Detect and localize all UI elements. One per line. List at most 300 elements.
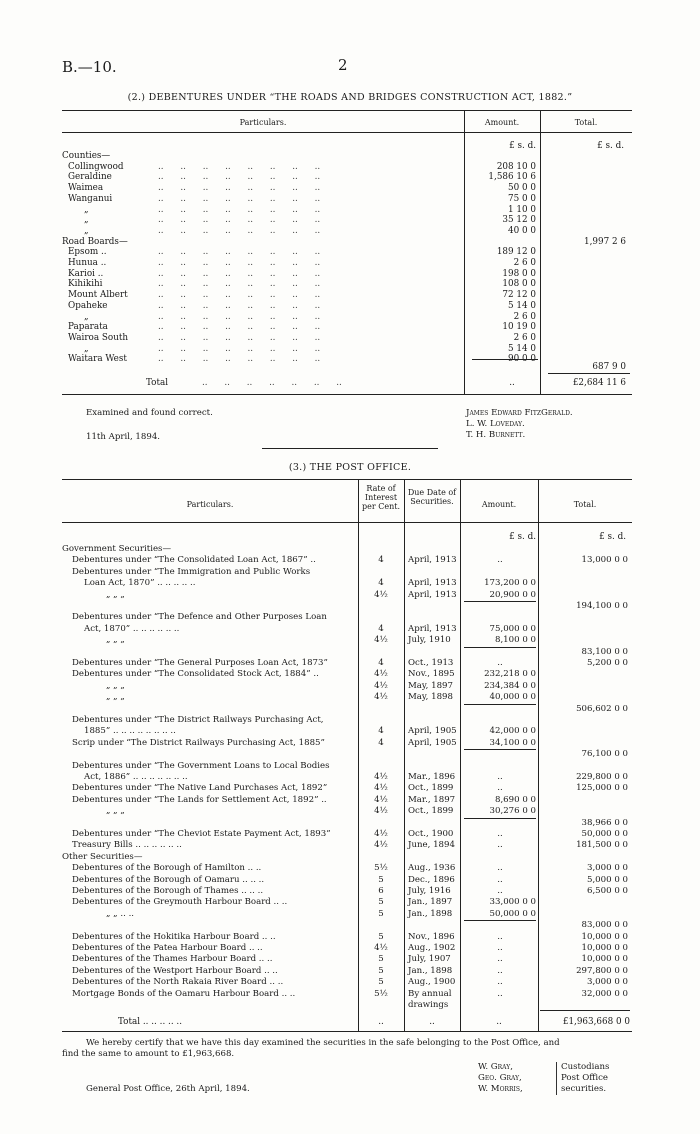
s2-row-leader-dots: .. .. .. .. .. .. .. .. — [158, 215, 321, 226]
s3-row-amount: .. — [497, 555, 503, 566]
s3-certify: We hereby certify that we have this day examined the securities in the safe belonging to the Post Office, and — [86, 1038, 560, 1048]
s3-row-amount: .. — [497, 658, 503, 668]
s2-vr2b — [540, 132, 541, 394]
s3-row-due: Nov., 1895 — [408, 669, 455, 680]
s3-subtotal-rule — [464, 818, 536, 819]
s3-row — [62, 704, 632, 714]
s2-row — [62, 194, 632, 204]
s3-row-amount: .. — [497, 772, 503, 782]
s3-row-due: April, 1905 — [408, 737, 457, 748]
s3-row-due: July, 1907 — [408, 954, 451, 965]
s3-row-label: Debentures of the Hokitika Harbour Board .. .. — [72, 931, 276, 942]
s2-row — [62, 183, 632, 193]
s2-row-total: 1,997 2 6 — [584, 236, 626, 247]
s3-row-due: Oct., 1900 — [408, 829, 454, 839]
s3-row-label: Debentures under “The Lands for Settlement Act, 1892” .. — [72, 794, 327, 805]
s3-row-rate: 4 — [378, 658, 384, 668]
s2-row — [62, 333, 632, 343]
s2-amount-rule — [472, 359, 538, 360]
s3-row — [62, 863, 632, 873]
s3-row-total: 506,602 0 0 — [576, 703, 628, 714]
s3-row — [62, 624, 632, 634]
s3-subtotal-rule — [464, 920, 536, 921]
s3-row-rate: 4 — [378, 726, 384, 737]
s3-row-label: Debentures under “The Defence and Other Purposes Loan — [72, 612, 327, 623]
s3-row-due: Oct., 1899 — [408, 806, 454, 817]
s3-row-amount: 50,000 0 0 — [489, 908, 536, 919]
s2-row — [62, 247, 632, 257]
s2-row-leader-dots: .. .. .. .. .. .. .. .. — [158, 311, 321, 322]
s2-row — [62, 344, 632, 354]
s3-row-label: Government Securities— — [62, 544, 172, 554]
s2-row — [62, 312, 632, 322]
s2-row-amount: 10 19 0 — [502, 322, 536, 333]
s3-row — [62, 840, 632, 850]
s3-row-label: „ „ „ — [106, 635, 125, 646]
s3-row-amount: 40,000 0 0 — [489, 692, 536, 703]
s2-row-amount: 90 0 0 — [508, 354, 536, 365]
s3-row — [62, 578, 632, 588]
s3-col-particulars: Particulars. — [186, 500, 234, 509]
s3-row — [62, 681, 632, 691]
s3-row-rate: 4½ — [374, 794, 388, 805]
s3-row-rate: 4½ — [374, 806, 388, 817]
s3-row — [62, 977, 632, 987]
s2-divider — [262, 448, 438, 449]
s3-row-due: Mar., 1897 — [408, 794, 456, 805]
s3-total-due: .. — [429, 1017, 435, 1027]
s3-row — [62, 932, 632, 942]
s3-row-total: 5,200 0 0 — [586, 658, 628, 668]
s3-row-label: Debentures under “The Consolidated Loan Act, 1867” .. — [72, 555, 316, 566]
s3-row-due: April, 1905 — [408, 726, 457, 737]
s3-row-label: Debentures of the Thames Harbour Board .. .. — [72, 954, 273, 965]
s3-role-1: Custodians — [561, 1062, 610, 1072]
s3-col-total: Total. — [573, 500, 597, 509]
s3-row-total: 3,000 0 0 — [586, 977, 628, 988]
s3-row-rate: 5 — [378, 897, 384, 908]
s3-row-amount: 234,384 0 0 — [484, 680, 536, 691]
s2-row-label: Karioi .. — [68, 268, 104, 279]
s3-row — [62, 806, 632, 816]
s3-row-due: April, 1913 — [408, 589, 457, 600]
s3-row-label: Debentures of the North Rakaia River Board .. .. — [72, 977, 284, 988]
s2-row-leader-dots: .. .. .. .. .. .. .. .. — [158, 258, 321, 268]
s3-row — [62, 943, 632, 953]
s3-row-rate: 4½ — [374, 829, 388, 839]
s3-row-due: May, 1897 — [408, 680, 453, 691]
s3-row-total: 32,000 0 0 — [581, 988, 628, 999]
s2-row-amount: 208 10 0 — [496, 161, 536, 172]
s3-row-amount: .. — [497, 931, 503, 942]
s3-subtotal-rule — [464, 601, 536, 602]
s3-row — [62, 886, 632, 896]
s3-subtotal-rule — [464, 647, 536, 648]
s3-row-rate: 4½ — [374, 680, 388, 691]
s3-role-2: Post Office — [561, 1073, 609, 1083]
s2-row-leader-dots: .. .. .. .. .. .. .. .. — [158, 193, 321, 204]
s3-row-rate: 4½ — [374, 943, 388, 953]
s3-row-due: June, 1894 — [408, 840, 455, 851]
s3-row-rate: 5 — [378, 908, 384, 919]
s2-row-label: Geraldine — [68, 172, 112, 183]
s2-row — [62, 205, 632, 215]
s3-row-label: Debentures of the Borough of Hamilton .. .. — [72, 863, 262, 874]
s2-row — [62, 258, 632, 268]
s3-row-rate: 5 — [378, 931, 384, 942]
s3-total-rate: .. — [378, 1017, 384, 1027]
s3-row-label: Debentures under “The Cheviot Estate Payment Act, 1893” — [72, 829, 331, 839]
s3-row-amount: 34,100 0 0 — [489, 737, 536, 748]
s3-row-total: 38,966 0 0 — [581, 817, 628, 828]
s3-row-due: Oct., 1913 — [408, 658, 454, 668]
s3-row-due: Aug., 1902 — [408, 943, 456, 953]
s3-row — [62, 544, 632, 554]
s2-total-label: Total — [146, 378, 169, 388]
s2-row-amount: 50 0 0 — [508, 183, 536, 194]
s3-row-due: July, 1916 — [408, 886, 451, 896]
s3-certify2: find the same to amount to £1,963,668. — [62, 1049, 235, 1059]
s3-row-amount: 30,276 0 0 — [489, 806, 536, 817]
s2-row-label: „ — [84, 311, 89, 322]
s2-row-label: „ — [84, 225, 89, 236]
s3-row — [62, 966, 632, 976]
s3-row-due: Oct., 1899 — [408, 783, 454, 794]
s3-units-amount: £ s. d. — [509, 532, 536, 542]
s2-row-amount: 35 12 0 — [502, 215, 536, 226]
s3-row-due: Aug., 1936 — [408, 863, 456, 874]
s3-signatory-3: W. Morris, — [478, 1084, 523, 1094]
s3-row-rate: 4½ — [374, 692, 388, 703]
s2-units-row — [62, 141, 632, 151]
s3-row-rate: 4½ — [374, 840, 388, 851]
s2-row-amount: 2 6 0 — [513, 311, 536, 322]
s3-row-total: 13,000 0 0 — [581, 555, 628, 566]
s3-units-row — [62, 532, 632, 542]
section3-title: (3.) THE POST OFFICE. — [288, 462, 412, 473]
s3-row-total: 194,100 0 0 — [576, 601, 628, 611]
s2-row-amount: 1 10 0 — [508, 204, 536, 215]
s3-total-amt: .. — [496, 1017, 502, 1027]
s3-row-rate: 4½ — [374, 589, 388, 600]
s3-row-total: 297,800 0 0 — [576, 965, 628, 976]
s2-row-leader-dots: .. .. .. .. .. .. .. .. — [158, 225, 321, 236]
s3-roles — [556, 1062, 609, 1095]
page-number: 2 — [338, 56, 348, 74]
s2-row — [62, 172, 632, 182]
s3-row-label: Debentures under “The Immigration and Public Works — [72, 566, 311, 577]
s2-row-amount: 5 14 0 — [508, 343, 536, 354]
s2-row-label: Wairoa South — [68, 332, 129, 343]
s2-subtotal: 687 9 0 — [592, 362, 626, 372]
s2-row — [62, 226, 632, 236]
s3-row-total: 3,000 0 0 — [586, 863, 628, 874]
s2-row-label: Road Boards— — [62, 236, 128, 247]
s3-row-label: Scrip under “The District Railways Purchasing Act, 1885” — [72, 737, 325, 748]
s2-date: 11th April, 1894. — [86, 432, 161, 442]
s3-row-amount: .. — [497, 783, 503, 794]
s2-col-particulars: Particulars. — [239, 118, 287, 127]
s3-row-label: „ „ „ — [106, 692, 125, 703]
s3-row-rate: 4 — [378, 623, 384, 634]
s3-row-amount: .. — [497, 874, 503, 885]
s2-head-rule — [62, 132, 632, 133]
s2-row-leader-dots: .. .. .. .. .. .. .. .. — [158, 322, 321, 333]
s3-units-total: £ s. d. — [599, 532, 626, 542]
s3-head-rule — [62, 522, 632, 523]
s3-row — [62, 897, 632, 907]
s2-examined: Examined and found correct. — [86, 408, 213, 418]
s3-row-rate: 4½ — [374, 772, 388, 782]
s3-row-amount: .. — [497, 829, 503, 839]
s3-row-rate: 4 — [378, 578, 384, 589]
s3-row-total: 181,500 0 0 — [576, 840, 628, 851]
s3-row-due: drawings — [408, 1000, 449, 1010]
s3-row-amount: 42,000 0 0 — [489, 726, 536, 737]
s2-total-value: £2,684 11 6 — [572, 378, 626, 388]
s3-row-rate: 4 — [378, 737, 384, 748]
s3-subtotal-rule — [464, 704, 536, 705]
s3-row — [62, 909, 632, 919]
s3-row-amount: .. — [497, 977, 503, 988]
s3-row-label: „ „ .. .. — [106, 908, 135, 919]
s3-row-rate: 4½ — [374, 635, 388, 646]
s3-total-value: £1,963,668 0 0 — [562, 1017, 630, 1027]
s2-total-dots: .. .. .. .. .. .. .. — [202, 378, 342, 388]
s2-row-amount: 2 6 0 — [513, 332, 536, 343]
s2-row — [62, 279, 632, 289]
s2-top-rule — [62, 110, 632, 111]
s3-row-total: 125,000 0 0 — [576, 783, 628, 794]
s3-row-label: 1885” .. .. .. .. .. .. .. .. — [84, 726, 176, 737]
s2-row-amount: 5 14 0 — [508, 300, 536, 311]
s2-row-leader-dots: .. .. .. .. .. .. .. .. — [158, 268, 321, 279]
s2-row-amount: 198 0 0 — [502, 268, 536, 279]
s3-row — [62, 954, 632, 964]
s3-row — [62, 818, 632, 828]
s2-row-leader-dots: .. .. .. .. .. .. .. .. — [158, 247, 321, 258]
s2-row — [62, 269, 632, 279]
s2-units-total: £ s. d. — [597, 141, 624, 151]
s3-subtotal-rule — [464, 749, 536, 750]
s3-row — [62, 738, 632, 748]
s3-row-due: April, 1913 — [408, 623, 457, 634]
s3-row — [62, 669, 632, 679]
s2-vr1b — [464, 132, 465, 394]
s3-row — [62, 783, 632, 793]
s3-row-label: „ „ „ — [106, 589, 125, 600]
s2-row-label: Waitara West — [68, 354, 127, 365]
s2-row-label: Counties— — [62, 151, 111, 161]
s3-row-label: Debentures under “The Consolidated Stock Act, 1884” .. — [72, 669, 319, 680]
s3-row — [62, 715, 632, 725]
s3-row-total: 10,000 0 0 — [581, 954, 628, 965]
s3-row-label: Debentures of the Borough of Thames .. .. .. — [72, 886, 264, 896]
s3-row-label: Debentures under “The Government Loans to Local Bodies — [72, 760, 330, 771]
s3-row-rate: 4½ — [374, 669, 388, 680]
s2-total-amt: .. — [509, 378, 515, 388]
s2-row-leader-dots: .. .. .. .. .. .. .. .. — [158, 354, 321, 365]
s3-row — [62, 555, 632, 565]
s3-row-amount: .. — [497, 863, 503, 874]
s2-row-label: Kihikihi — [68, 279, 103, 290]
s2-row — [62, 290, 632, 300]
s3-row — [62, 601, 632, 611]
s2-row — [62, 322, 632, 332]
s3-signatory-1: W. Gray, — [478, 1062, 513, 1072]
s3-row-due: Jan., 1898 — [408, 965, 453, 976]
s3-row-label: Loan Act, 1870” .. .. .. .. .. — [84, 578, 196, 589]
s3-row-label: Debentures of the Greymouth Harbour Board .. .. — [72, 897, 288, 908]
s3-row — [62, 875, 632, 885]
s3-row — [62, 989, 632, 999]
s3-row-amount: 75,000 0 0 — [489, 623, 536, 634]
s3-row — [62, 692, 632, 702]
s2-signatory-1: James Edward FitzGerald. — [466, 408, 573, 418]
s3-row-label: Debentures under “The Native Land Purchases Act, 1892” — [72, 783, 328, 794]
s2-row-amount: 75 0 0 — [508, 193, 536, 204]
s2-row-label: Paparata — [68, 322, 108, 333]
s2-row-leader-dots: .. .. .. .. .. .. .. .. — [158, 300, 321, 311]
s2-row-label: Opaheke — [68, 300, 108, 311]
s2-row — [62, 162, 632, 172]
s3-row — [62, 647, 632, 657]
s2-col-amount: Amount. — [484, 118, 520, 127]
s3-row — [62, 658, 632, 668]
s2-row-amount: 72 12 0 — [502, 290, 536, 301]
s3-row-amount: 173,200 0 0 — [484, 578, 536, 589]
s3-row-rate: 5 — [378, 977, 384, 988]
s3-col-amount: Amount. — [481, 500, 517, 509]
s3-row — [62, 567, 632, 577]
s3-row-label: Treasury Bills .. .. .. .. .. .. — [72, 840, 182, 851]
s2-row-leader-dots: .. .. .. .. .. .. .. .. — [158, 279, 321, 290]
s2-total-row — [62, 378, 632, 388]
s2-row-amount: 189 12 0 — [496, 247, 536, 258]
s3-row-rate: 5½ — [374, 863, 388, 874]
s2-row-label: Mount Albert — [68, 290, 128, 301]
s3-row — [62, 612, 632, 622]
s2-row-label: Epsom .. — [68, 247, 107, 258]
s3-row-amount: .. — [497, 965, 503, 976]
section2-title: (2.) DEBENTURES UNDER “THE ROADS AND BRIDGES CONSTRUCTION ACT, 1882.” — [127, 92, 573, 103]
s3-row-amount: 8,690 0 0 — [494, 794, 536, 805]
s3-row-amount: .. — [497, 988, 503, 999]
s3-row-due: By annual — [408, 988, 452, 999]
s2-signatory-2: L. W. Loveday. — [466, 419, 525, 429]
s3-row-label: „ „ „ — [106, 680, 125, 691]
s3-row-total: 10,000 0 0 — [581, 943, 628, 953]
s3-row — [62, 920, 632, 930]
s2-row-label: „ — [84, 204, 89, 215]
s3-row-label: Debentures of the Borough of Oamaru .. .. .. — [72, 874, 265, 885]
s3-col-rate: Rate of Interest per Cent. — [362, 484, 400, 511]
s3-row-rate: 5 — [378, 965, 384, 976]
s3-row-total: 5,000 0 0 — [586, 874, 628, 885]
s2-row-amount: 1,586 10 6 — [488, 172, 536, 183]
s2-row — [62, 237, 632, 247]
s2-signatory-3: T. H. Burnett. — [466, 430, 526, 440]
s3-total-label: Total .. .. .. .. .. — [118, 1017, 183, 1027]
s3-row-amount: .. — [497, 840, 503, 851]
s3-row-rate: 6 — [378, 886, 384, 896]
s3-row-amount: .. — [497, 886, 503, 896]
s2-bottom-rule — [62, 394, 632, 395]
s3-row-label: Other Securities— — [62, 851, 143, 862]
s3-row-due: Dec., 1896 — [408, 874, 455, 885]
s2-row-leader-dots: .. .. .. .. .. .. .. .. — [158, 183, 321, 194]
s2-row — [62, 151, 632, 161]
s3-row-total: 83,000 0 0 — [581, 920, 628, 931]
s3-row-amount: 20,900 0 0 — [489, 589, 536, 600]
s3-signatory-2: Geo. Gray, — [478, 1073, 522, 1083]
s3-row-total: 10,000 0 0 — [581, 931, 628, 942]
s3-row-rate: 4½ — [374, 783, 388, 794]
s3-row — [62, 1000, 632, 1010]
s2-row-leader-dots: .. .. .. .. .. .. .. .. — [158, 332, 321, 343]
s2-row-label: „ — [84, 215, 89, 226]
s3-row-amount: .. — [497, 954, 503, 965]
s3-row-total: 6,500 0 0 — [586, 886, 628, 896]
s3-row-total: 83,100 0 0 — [581, 646, 628, 657]
s2-total-rule — [548, 373, 630, 374]
s3-total-row — [62, 1017, 632, 1027]
s2-subtotal-row — [62, 362, 632, 372]
s3-row-label: Debentures of the Westport Harbour Board .. .. — [72, 965, 278, 976]
s2-row-label: Waimea — [68, 183, 104, 194]
s3-row-rate: 5½ — [374, 988, 388, 999]
s3-row-due: April, 1913 — [408, 578, 457, 589]
s3-row — [62, 795, 632, 805]
s3-row — [62, 726, 632, 736]
s2-row-leader-dots: .. .. .. .. .. .. .. .. — [158, 290, 321, 301]
s3-role-3: securities. — [561, 1084, 607, 1094]
s2-row-label: Hunua .. — [68, 258, 107, 268]
s3-row-label: Debentures of the Patea Harbour Board .. .. — [72, 943, 263, 953]
s3-row — [62, 772, 632, 782]
s3-row-total: 229,800 0 0 — [576, 772, 628, 782]
s3-row-amount: 8,100 0 0 — [494, 635, 536, 646]
s3-row-amount: 33,000 0 0 — [489, 897, 536, 908]
s2-row — [62, 301, 632, 311]
s3-row — [62, 852, 632, 862]
s3-row-total: 76,100 0 0 — [581, 749, 628, 760]
s3-row-label: Debentures under “The General Purposes Loan Act, 1873” — [72, 658, 328, 668]
s3-row-total: 50,000 0 0 — [581, 829, 628, 839]
s3-row-due: April, 1913 — [408, 555, 457, 566]
s3-row-label: Act, 1886” .. .. .. .. .. .. .. — [84, 772, 188, 782]
s3-row-rate: 5 — [378, 874, 384, 885]
s2-row-leader-dots: .. .. .. .. .. .. .. .. — [158, 204, 321, 215]
s3-row-due: Aug., 1900 — [408, 977, 456, 988]
s3-row — [62, 829, 632, 839]
s3-row-amount: 232,218 0 0 — [484, 669, 536, 680]
s3-row-due: July, 1910 — [408, 635, 451, 646]
s3-row — [62, 635, 632, 645]
s3-bottom-rule — [62, 1031, 632, 1032]
s3-date: General Post Office, 26th April, 1894. — [86, 1084, 250, 1094]
s2-row-amount: 40 0 0 — [508, 225, 536, 236]
s3-col-due: Due Date of Securities. — [407, 488, 457, 506]
s3-row-due: Jan., 1897 — [408, 897, 453, 908]
s3-row-label: Mortgage Bonds of the Oamaru Harbour Board .. .. — [72, 988, 296, 999]
page-reference: B.—10. — [62, 58, 117, 76]
s3-row — [62, 749, 632, 759]
s2-col-total: Total. — [574, 118, 598, 127]
s2-row-label: Collingwood — [68, 161, 124, 172]
s2-row — [62, 215, 632, 225]
s3-row — [62, 761, 632, 771]
